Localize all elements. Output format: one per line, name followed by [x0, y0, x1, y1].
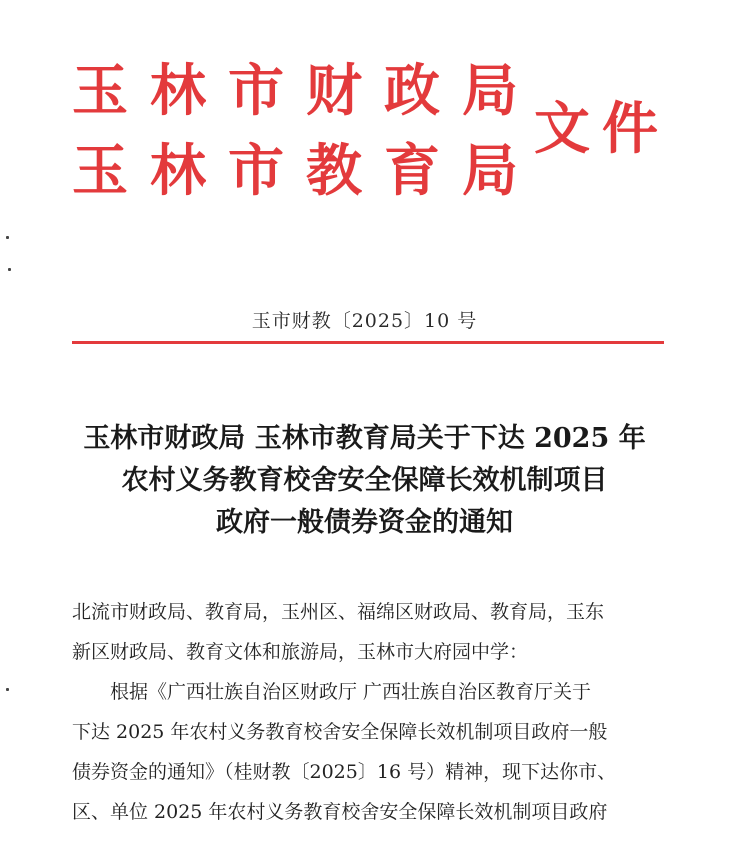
body-paragraph-line: 根据《广西壮族自治区财政厅 广西壮族自治区教育厅关于 [110, 681, 592, 703]
scan-speck [6, 236, 9, 239]
scan-speck [8, 268, 11, 271]
addressee-line: 北流市财政局、教育局，玉州区、福绵区财政局、教育局，玉东 [72, 601, 605, 623]
scan-speck [6, 688, 9, 691]
red-divider-line [72, 341, 664, 344]
issuer-education-bureau: 玉林市教育局 [72, 139, 540, 204]
body-paragraph-line: 下达 2025 年农村义务教育校舍安全保障长效机制项目政府一般 [72, 721, 608, 743]
addressee-line: 新区财政局、教育文体和旅游局，玉林市大府园中学： [72, 641, 529, 663]
title-line: 玉林市财政局 玉林市教育局关于下达 2025 年 [83, 423, 646, 454]
document-number: 玉市财教〔2025〕10 号 [251, 310, 478, 332]
issuer-finance-bureau: 玉林市财政局 [72, 59, 540, 124]
issuer-block [72, 52, 672, 222]
body-paragraph-line: 区、单位 2025 年农村义务教育校舍安全保障长效机制项目政府 [72, 801, 608, 823]
title-line: 政府一般债券资金的通知 [216, 507, 513, 538]
notice-body [72, 592, 672, 832]
title-line: 农村义务教育校舍安全保障长效机制项目 [121, 465, 608, 496]
notice-title [40, 418, 689, 544]
document-word: 文件 [534, 97, 670, 162]
body-paragraph-line: 债券资金的通知》（桂财教〔2025〕16 号）精神，现下达你市、 [72, 761, 617, 783]
